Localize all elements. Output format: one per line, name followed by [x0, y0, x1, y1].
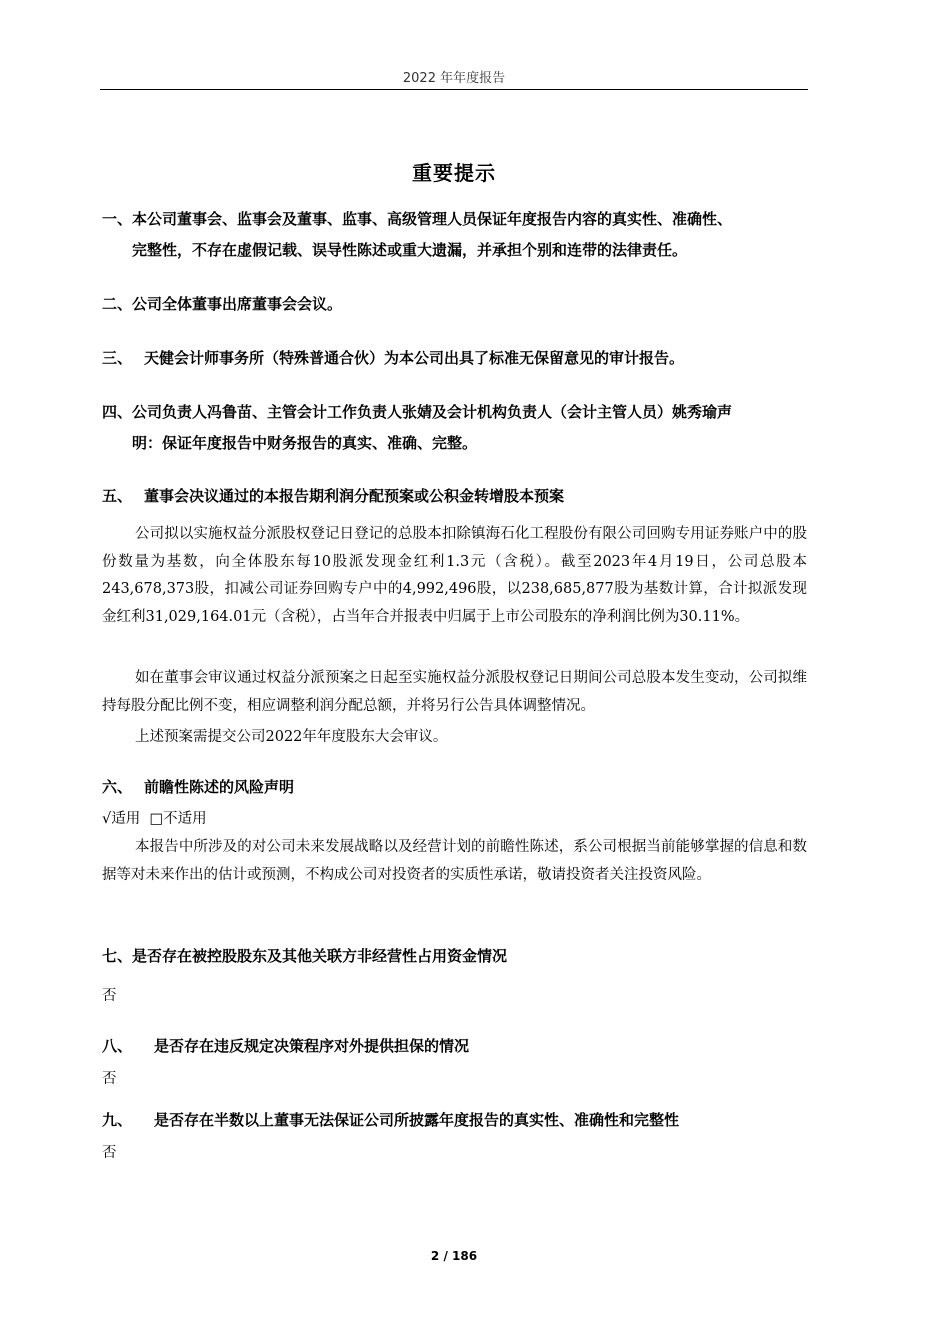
item-5-text: 董事会决议通过的本报告期利润分配预案或公积金转增股本预案 [144, 487, 565, 505]
item-5 [102, 481, 812, 512]
item-7 [102, 941, 812, 972]
item-4-line2: 明：保证年度报告中财务报告的真实、准确、完整。 [132, 434, 478, 452]
item-3 [102, 343, 812, 374]
item-8-number: 八、 [102, 1037, 133, 1055]
item-8 [102, 1031, 812, 1062]
page-number: 2 / 186 [430, 1249, 478, 1263]
item-1-number: 一、 [102, 210, 133, 228]
item-8-answer: 否 [102, 1071, 117, 1087]
item-7-answer: 否 [102, 988, 117, 1004]
item-1-line1: 本公司董事会、监事会及董事、监事、高级管理人员保证年度报告内容的真实性、准确性、 [132, 210, 733, 228]
item-9-text: 是否存在半数以上董事无法保证公司所披露年度报告的真实性、准确性和完整性 [154, 1111, 680, 1129]
item-3-number: 三、 [102, 349, 133, 367]
item-5-number: 五、 [102, 487, 133, 505]
not-applicable-unchecked: □不适用 [149, 811, 207, 827]
page-title: 重要提示 [412, 161, 496, 185]
item-1 [102, 204, 812, 266]
item-4 [102, 397, 812, 459]
item-8-text: 是否存在违反规定决策程序对外提供担保的情况 [154, 1037, 470, 1055]
section5-paragraph-3: 上述预案需提交公司2022年年度股东大会审议。 [135, 729, 448, 745]
section6-paragraph: 本报告中所涉及的对公司未来发展战略以及经营计划的前瞻性陈述，系公司根据当前能够掌握的信息和数据等对未来作出的估计或预测，不构成公司对投资者的实质性承诺，敬请投资者关注投资风险。 [102, 839, 807, 883]
item-6-text: 前瞻性陈述的风险声明 [144, 778, 295, 796]
item-7-text: 是否存在被控股股东及其他关联方非经营性占用资金情况 [132, 947, 508, 965]
item-6 [102, 772, 812, 803]
section5-paragraph-1: 公司拟以实施权益分派股权登记日登记的总股本扣除镇海石化工程股份有限公司回购专用证券账户中的股份数量为基数，向全体股东每10股派发现金红利1.3元（含税）。截至2023年4月19日，公司总股本243,678,373股，扣减公司证券回购专户中的4,992,496股，以238,685,877股为基数计算，合计拟派发现金红利31,029,164.01元（含税），占当年合并报表中归属于上市公司股东的净利润比例为30.11%。 [102, 526, 807, 625]
item-2-number: 二、 [102, 295, 133, 313]
item-9-answer: 否 [102, 1145, 117, 1161]
item-6-number: 六、 [102, 778, 133, 796]
item-2 [102, 289, 812, 320]
applicability-line [102, 807, 207, 831]
item-3-text: 天健会计师事务所（特殊普通合伙）为本公司出具了标准无保留意见的审计报告。 [144, 349, 685, 367]
section5-paragraph-2: 如在董事会审议通过权益分派预案之日起至实施权益分派股权登记日期间公司总股本发生变动，公司拟维持每股分配比例不变，相应调整利润分配总额，并将另行公告具体调整情况。 [102, 670, 807, 714]
item-9-number: 九、 [102, 1111, 133, 1129]
item-4-line1: 公司负责人冯鲁苗、主管会计工作负责人张婧及会计机构负责人（会计主管人员）姚秀瑜声 [132, 403, 733, 421]
item-2-text: 公司全体董事出席董事会会议。 [132, 295, 343, 313]
item-9 [102, 1105, 812, 1136]
running-header: 2022 年年度报告 [402, 71, 506, 86]
applicable-checked: √适用 [102, 811, 141, 827]
item-4-number: 四、 [102, 403, 133, 421]
item-7-number: 七、 [102, 947, 133, 965]
item-1-line2: 完整性，不存在虚假记载、误导性陈述或重大遗漏，并承担个别和连带的法律责任。 [132, 241, 688, 259]
header-rule [100, 89, 808, 90]
